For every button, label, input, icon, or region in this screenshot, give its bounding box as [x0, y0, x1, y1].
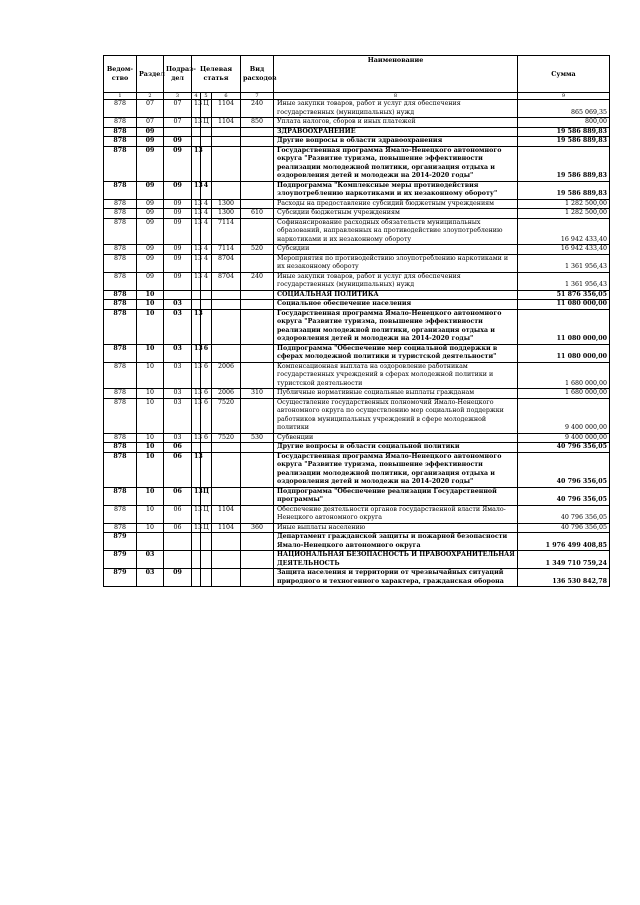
cell-razdel: 10	[137, 290, 164, 300]
cell-sum: 865 069,35	[518, 100, 610, 118]
cell-vid-raskhodov	[241, 181, 274, 199]
cell-podrazdel: 03	[164, 398, 192, 433]
table-row	[104, 433, 610, 443]
cell-target-subprogram	[201, 300, 212, 310]
cell-vedomstvo: 878	[104, 389, 137, 399]
cell-podrazdel	[164, 127, 192, 137]
cell-podrazdel: 06	[164, 487, 192, 505]
table-row	[104, 505, 610, 523]
cell-target-code	[212, 533, 241, 551]
cell-sum: 19 586 889,83	[518, 127, 610, 137]
cell-razdel: 09	[137, 272, 164, 290]
table-row	[104, 146, 610, 181]
cell-name: Публичные нормативные социальные выплаты гражданам	[274, 389, 518, 399]
cell-target-program	[192, 137, 201, 147]
cell-target-code	[212, 344, 241, 362]
column-number-row	[104, 93, 610, 100]
cell-vedomstvo: 878	[104, 127, 137, 137]
cell-sum: 11 080 000,00	[518, 309, 610, 344]
column-number: 5	[201, 93, 212, 100]
cell-target-code: 1300	[212, 209, 241, 219]
table-row	[104, 452, 610, 487]
cell-target-code	[212, 137, 241, 147]
cell-razdel: 09	[137, 209, 164, 219]
header-podrazdel: Подраз-дел	[164, 56, 192, 93]
cell-razdel: 10	[137, 300, 164, 310]
table-row	[104, 344, 610, 362]
cell-podrazdel: 06	[164, 452, 192, 487]
cell-vid-raskhodov	[241, 127, 274, 137]
cell-name: Мероприятия по противодействию злоупотреблению наркотиками и их незаконному обороту	[274, 254, 518, 272]
cell-vid-raskhodov: 610	[241, 209, 274, 219]
cell-vid-raskhodov	[241, 551, 274, 569]
cell-razdel: 10	[137, 505, 164, 523]
cell-target-program: 13	[192, 199, 201, 209]
table-row	[104, 309, 610, 344]
cell-name: Иные выплаты населению	[274, 523, 518, 533]
cell-vid-raskhodov: 530	[241, 433, 274, 443]
cell-target-program: 13	[192, 309, 201, 344]
cell-target-program	[192, 569, 201, 587]
cell-vid-raskhodov	[241, 218, 274, 245]
cell-vedomstvo: 878	[104, 245, 137, 255]
cell-razdel: 10	[137, 487, 164, 505]
cell-vedomstvo: 879	[104, 551, 137, 569]
cell-vid-raskhodov	[241, 452, 274, 487]
cell-vedomstvo: 878	[104, 272, 137, 290]
table-row	[104, 389, 610, 399]
cell-target-code	[212, 551, 241, 569]
cell-target-subprogram	[201, 137, 212, 147]
cell-sum: 40 796 356,05	[518, 443, 610, 453]
cell-razdel: 09	[137, 254, 164, 272]
cell-target-code	[212, 290, 241, 300]
cell-name: Подпрограмма "Комплексные меры противодействия злоупотреблению наркотиками и их незаконному обороту"	[274, 181, 518, 199]
cell-podrazdel: 06	[164, 443, 192, 453]
cell-vedomstvo: 878	[104, 452, 137, 487]
cell-sum: 16 942 433,40	[518, 218, 610, 245]
cell-name: Другие вопросы в области здравоохранения	[274, 137, 518, 147]
cell-podrazdel: 09	[164, 569, 192, 587]
cell-name: ЗДРАВООХРАНЕНИЕ	[274, 127, 518, 137]
cell-target-code	[212, 309, 241, 344]
table-row	[104, 551, 610, 569]
cell-razdel: 09	[137, 146, 164, 181]
cell-name: НАЦИОНАЛЬНАЯ БЕЗОПАСНОСТЬ И ПРАВООХРАНИТЕЛЬНАЯ ДЕЯТЕЛЬНОСТЬ	[274, 551, 518, 569]
cell-podrazdel: 09	[164, 209, 192, 219]
cell-target-code: 1104	[212, 523, 241, 533]
table-header-row	[104, 56, 610, 93]
cell-razdel: 07	[137, 100, 164, 118]
cell-target-subprogram: 6	[201, 389, 212, 399]
cell-razdel: 10	[137, 443, 164, 453]
column-number: 9	[518, 93, 610, 100]
cell-sum: 136 530 842,78	[518, 569, 610, 587]
table-row	[104, 100, 610, 118]
cell-vid-raskhodov	[241, 290, 274, 300]
cell-vedomstvo: 878	[104, 218, 137, 245]
header-vid-raskhodov: Вид расходов	[241, 56, 274, 93]
cell-vid-raskhodov	[241, 505, 274, 523]
cell-vid-raskhodov: 520	[241, 245, 274, 255]
cell-name: Государственная программа Ямало-Ненецкого автономного округа "Развитие туризма, повышение эффективности реализации молодежной политики, организация отдыха и оздоровления детей и молодежи на 2014-2020 годы"	[274, 146, 518, 181]
cell-podrazdel	[164, 551, 192, 569]
cell-sum: 1 282 500,00	[518, 199, 610, 209]
cell-target-subprogram: 4	[201, 272, 212, 290]
cell-name: Осуществление государственных полномочий Ямало-Ненецкого автономного округа по осуществлению мер социальной поддержки работников муниципальных учреждений в сфере молодежной политики	[274, 398, 518, 433]
cell-razdel: 10	[137, 309, 164, 344]
cell-target-program: 13	[192, 452, 201, 487]
cell-target-code: 1104	[212, 505, 241, 523]
cell-target-subprogram: 4	[201, 254, 212, 272]
cell-target-code: 2006	[212, 362, 241, 389]
table-row	[104, 443, 610, 453]
cell-target-subprogram	[201, 127, 212, 137]
cell-vid-raskhodov	[241, 254, 274, 272]
table-row	[104, 533, 610, 551]
cell-sum: 51 876 356,05	[518, 290, 610, 300]
cell-razdel: 03	[137, 569, 164, 587]
cell-target-program	[192, 443, 201, 453]
column-number: 6	[212, 93, 241, 100]
cell-target-subprogram: 6	[201, 398, 212, 433]
cell-vedomstvo: 878	[104, 505, 137, 523]
cell-name: Субсидии бюджетным учреждениям	[274, 209, 518, 219]
cell-name: Уплата налогов, сборов и иных платежей	[274, 118, 518, 128]
cell-target-subprogram: 4	[201, 181, 212, 199]
cell-vid-raskhodov: 240	[241, 272, 274, 290]
cell-target-subprogram: Ц	[201, 505, 212, 523]
cell-razdel: 09	[137, 137, 164, 147]
table-row	[104, 290, 610, 300]
cell-razdel: 07	[137, 118, 164, 128]
column-number: 3	[164, 93, 192, 100]
column-number: 7	[241, 93, 274, 100]
cell-target-program: 13	[192, 181, 201, 199]
cell-sum: 1 680 000,00	[518, 362, 610, 389]
cell-vid-raskhodov	[241, 344, 274, 362]
table-body	[104, 100, 610, 587]
cell-name: Государственная программа Ямало-Ненецкого автономного округа "Развитие туризма, повышение эффективности реализации молодежной политики, организация отдыха и оздоровления детей и молодежи на 2014-2020 годы"	[274, 309, 518, 344]
cell-target-program	[192, 300, 201, 310]
cell-podrazdel: 03	[164, 389, 192, 399]
cell-target-code	[212, 452, 241, 487]
cell-target-program: 13	[192, 505, 201, 523]
cell-podrazdel: 03	[164, 300, 192, 310]
table-row	[104, 127, 610, 137]
cell-name: Государственная программа Ямало-Ненецкого автономного округа "Развитие туризма, повышение эффективности реализации молодежной политики, организация отдыха и оздоровления детей и молодежи на 2014-2020 годы"	[274, 452, 518, 487]
cell-target-subprogram	[201, 551, 212, 569]
cell-target-subprogram: 4	[201, 218, 212, 245]
cell-target-program: 13	[192, 245, 201, 255]
cell-target-program: 13	[192, 344, 201, 362]
cell-vid-raskhodov	[241, 362, 274, 389]
cell-vedomstvo: 879	[104, 569, 137, 587]
cell-target-program: 13	[192, 209, 201, 219]
cell-vedomstvo: 878	[104, 290, 137, 300]
cell-target-program: 13	[192, 272, 201, 290]
cell-vid-raskhodov	[241, 137, 274, 147]
cell-target-code: 1300	[212, 199, 241, 209]
table-row	[104, 300, 610, 310]
cell-sum: 19 586 889,83	[518, 137, 610, 147]
cell-target-code	[212, 443, 241, 453]
cell-target-subprogram	[201, 533, 212, 551]
cell-podrazdel: 09	[164, 218, 192, 245]
cell-sum: 16 942 433,40	[518, 245, 610, 255]
cell-name: Расходы на предоставление субсидий бюджетным учреждениям	[274, 199, 518, 209]
cell-target-program	[192, 127, 201, 137]
cell-podrazdel: 09	[164, 254, 192, 272]
cell-name: Софинансирование расходных обязательств муниципальных образований, направленных на противодействие злоупотреблению наркотиками и их незаконному обороту	[274, 218, 518, 245]
cell-name: Компенсационная выплата на оздоровление работникам государственных учреждений в сферах молодежной политики и туристской деятельности	[274, 362, 518, 389]
cell-target-code	[212, 487, 241, 505]
cell-razdel: 09	[137, 127, 164, 137]
cell-name: СОЦИАЛЬНАЯ ПОЛИТИКА	[274, 290, 518, 300]
cell-target-subprogram: Ц	[201, 100, 212, 118]
table-row	[104, 245, 610, 255]
cell-razdel: 10	[137, 398, 164, 433]
cell-podrazdel: 03	[164, 344, 192, 362]
cell-podrazdel: 03	[164, 362, 192, 389]
cell-sum: 40 796 356,05	[518, 505, 610, 523]
cell-target-program: 13	[192, 100, 201, 118]
cell-vid-raskhodov	[241, 533, 274, 551]
cell-target-code: 7114	[212, 218, 241, 245]
table-row	[104, 181, 610, 199]
cell-podrazdel: 03	[164, 309, 192, 344]
cell-target-subprogram: Ц	[201, 487, 212, 505]
table-row	[104, 569, 610, 587]
table-row	[104, 218, 610, 245]
cell-vid-raskhodov	[241, 309, 274, 344]
cell-podrazdel: 03	[164, 433, 192, 443]
cell-target-subprogram: Ц	[201, 523, 212, 533]
cell-name: Подпрограмма "Обеспечение мер социальной поддержки в сферах молодежной политики и туристской деятельности"	[274, 344, 518, 362]
cell-target-program	[192, 533, 201, 551]
cell-sum: 1 976 499 408,85	[518, 533, 610, 551]
cell-vid-raskhodov	[241, 146, 274, 181]
cell-razdel: 10	[137, 433, 164, 443]
cell-target-program: 13	[192, 146, 201, 181]
cell-sum: 19 586 889,83	[518, 146, 610, 181]
cell-sum: 9 400 000,00	[518, 398, 610, 433]
cell-target-code	[212, 569, 241, 587]
cell-podrazdel: 06	[164, 523, 192, 533]
cell-razdel: 09	[137, 245, 164, 255]
cell-target-program: 13	[192, 523, 201, 533]
cell-podrazdel: 09	[164, 181, 192, 199]
cell-target-subprogram: Ц	[201, 118, 212, 128]
table-row	[104, 209, 610, 219]
cell-vedomstvo: 878	[104, 137, 137, 147]
cell-name: Другие вопросы в области социальной политики	[274, 443, 518, 453]
cell-sum: 40 796 356,05	[518, 487, 610, 505]
cell-razdel	[137, 533, 164, 551]
cell-target-program: 13	[192, 254, 201, 272]
cell-sum: 1 361 956,43	[518, 272, 610, 290]
cell-name: Субвенции	[274, 433, 518, 443]
cell-podrazdel: 09	[164, 146, 192, 181]
cell-vedomstvo: 878	[104, 146, 137, 181]
cell-vedomstvo: 878	[104, 309, 137, 344]
table-row	[104, 137, 610, 147]
cell-sum: 11 080 000,00	[518, 300, 610, 310]
cell-razdel: 10	[137, 362, 164, 389]
cell-target-code: 8704	[212, 272, 241, 290]
cell-vedomstvo: 878	[104, 181, 137, 199]
cell-vedomstvo: 878	[104, 118, 137, 128]
cell-vid-raskhodov: 850	[241, 118, 274, 128]
budget-table	[103, 55, 610, 587]
cell-name: Департамент гражданской защиты и пожарной безопасности Ямало-Ненецкого автономного округа	[274, 533, 518, 551]
cell-vedomstvo: 878	[104, 300, 137, 310]
cell-razdel: 10	[137, 389, 164, 399]
cell-target-code: 7520	[212, 398, 241, 433]
cell-name: Иные закупки товаров, работ и услуг для обеспечения государственных (муниципальных) нужд	[274, 272, 518, 290]
cell-vedomstvo: 878	[104, 433, 137, 443]
cell-vid-raskhodov	[241, 569, 274, 587]
cell-target-code: 7114	[212, 245, 241, 255]
cell-target-code	[212, 127, 241, 137]
table-row	[104, 199, 610, 209]
cell-podrazdel: 06	[164, 505, 192, 523]
cell-target-program: 13	[192, 118, 201, 128]
cell-vedomstvo: 878	[104, 100, 137, 118]
cell-vedomstvo: 878	[104, 398, 137, 433]
cell-vedomstvo: 878	[104, 487, 137, 505]
cell-name: Социальное обеспечение населения	[274, 300, 518, 310]
column-number: 1	[104, 93, 137, 100]
table-row	[104, 254, 610, 272]
cell-sum: 1 680 000,00	[518, 389, 610, 399]
cell-target-program: 13	[192, 218, 201, 245]
cell-podrazdel: 09	[164, 199, 192, 209]
table-row	[104, 362, 610, 389]
cell-podrazdel: 09	[164, 137, 192, 147]
cell-name: Обеспечение деятельности органов государственной власти Ямало-Ненецкого автономного округа	[274, 505, 518, 523]
cell-vedomstvo: 878	[104, 254, 137, 272]
cell-razdel: 03	[137, 551, 164, 569]
cell-vid-raskhodov	[241, 487, 274, 505]
cell-razdel: 10	[137, 344, 164, 362]
cell-name: Субсидии	[274, 245, 518, 255]
cell-target-code: 8704	[212, 254, 241, 272]
table-row	[104, 523, 610, 533]
header-razdel: Раздел	[137, 56, 164, 93]
cell-target-subprogram: 4	[201, 209, 212, 219]
cell-razdel: 09	[137, 181, 164, 199]
cell-target-subprogram: 4	[201, 245, 212, 255]
cell-target-subprogram: 6	[201, 344, 212, 362]
header-sum: Сумма	[518, 56, 610, 93]
table-row	[104, 487, 610, 505]
cell-podrazdel: 07	[164, 118, 192, 128]
cell-vedomstvo: 878	[104, 362, 137, 389]
cell-sum: 40 796 356,05	[518, 452, 610, 487]
cell-target-program	[192, 290, 201, 300]
cell-podrazdel	[164, 290, 192, 300]
cell-razdel: 09	[137, 199, 164, 209]
cell-target-program: 13	[192, 487, 201, 505]
cell-target-code	[212, 181, 241, 199]
cell-target-code: 2006	[212, 389, 241, 399]
cell-target-subprogram	[201, 569, 212, 587]
cell-vedomstvo: 878	[104, 344, 137, 362]
cell-target-subprogram	[201, 290, 212, 300]
cell-target-subprogram	[201, 443, 212, 453]
budget-document-page	[103, 55, 609, 587]
cell-sum: 19 586 889,83	[518, 181, 610, 199]
column-number: 8	[274, 93, 518, 100]
cell-podrazdel: 07	[164, 100, 192, 118]
cell-vid-raskhodov: 310	[241, 389, 274, 399]
table-row	[104, 398, 610, 433]
cell-target-program: 13	[192, 433, 201, 443]
table-row	[104, 118, 610, 128]
cell-sum: 800,00	[518, 118, 610, 128]
cell-vid-raskhodov	[241, 398, 274, 433]
cell-target-subprogram: 6	[201, 433, 212, 443]
cell-razdel: 09	[137, 218, 164, 245]
cell-target-program: 13	[192, 362, 201, 389]
cell-sum: 1 361 956,43	[518, 254, 610, 272]
cell-razdel: 10	[137, 452, 164, 487]
cell-vedomstvo: 878	[104, 209, 137, 219]
column-number: 2	[137, 93, 164, 100]
cell-vid-raskhodov	[241, 199, 274, 209]
cell-sum: 11 080 000,00	[518, 344, 610, 362]
header-vedomstvo: Ведом-ство	[104, 56, 137, 93]
cell-target-code	[212, 300, 241, 310]
cell-razdel: 10	[137, 523, 164, 533]
cell-vedomstvo: 878	[104, 523, 137, 533]
cell-target-program: 13	[192, 389, 201, 399]
cell-target-code	[212, 146, 241, 181]
cell-target-code: 7520	[212, 433, 241, 443]
cell-target-subprogram: 6	[201, 362, 212, 389]
cell-sum: 40 796 356,05	[518, 523, 610, 533]
cell-vedomstvo: 878	[104, 199, 137, 209]
cell-sum: 9 400 000,00	[518, 433, 610, 443]
cell-name: Подпрограмма "Обеспечение реализации Государственной программы"	[274, 487, 518, 505]
column-number: 4	[192, 93, 201, 100]
cell-vid-raskhodov	[241, 443, 274, 453]
cell-vedomstvo: 878	[104, 443, 137, 453]
cell-target-program: 13	[192, 398, 201, 433]
cell-sum: 1 349 710 759,24	[518, 551, 610, 569]
cell-vid-raskhodov	[241, 300, 274, 310]
cell-vid-raskhodov: 360	[241, 523, 274, 533]
cell-podrazdel: 09	[164, 272, 192, 290]
cell-sum: 1 282 500,00	[518, 209, 610, 219]
cell-vid-raskhodov: 240	[241, 100, 274, 118]
cell-podrazdel: 09	[164, 245, 192, 255]
cell-vedomstvo: 879	[104, 533, 137, 551]
header-name: Наименование	[274, 56, 518, 93]
table-row	[104, 272, 610, 290]
header-target-article: Целевая статья	[192, 56, 241, 93]
cell-name: Иные закупки товаров, работ и услуг для обеспечения государственных (муниципальных) нужд	[274, 100, 518, 118]
cell-target-code: 1104	[212, 100, 241, 118]
cell-target-program	[192, 551, 201, 569]
cell-target-subprogram: 4	[201, 199, 212, 209]
cell-podrazdel	[164, 533, 192, 551]
cell-name: Защита населения и территории от чрезвычайных ситуаций природного и техногенного характера, гражданская оборона	[274, 569, 518, 587]
cell-target-code: 1104	[212, 118, 241, 128]
